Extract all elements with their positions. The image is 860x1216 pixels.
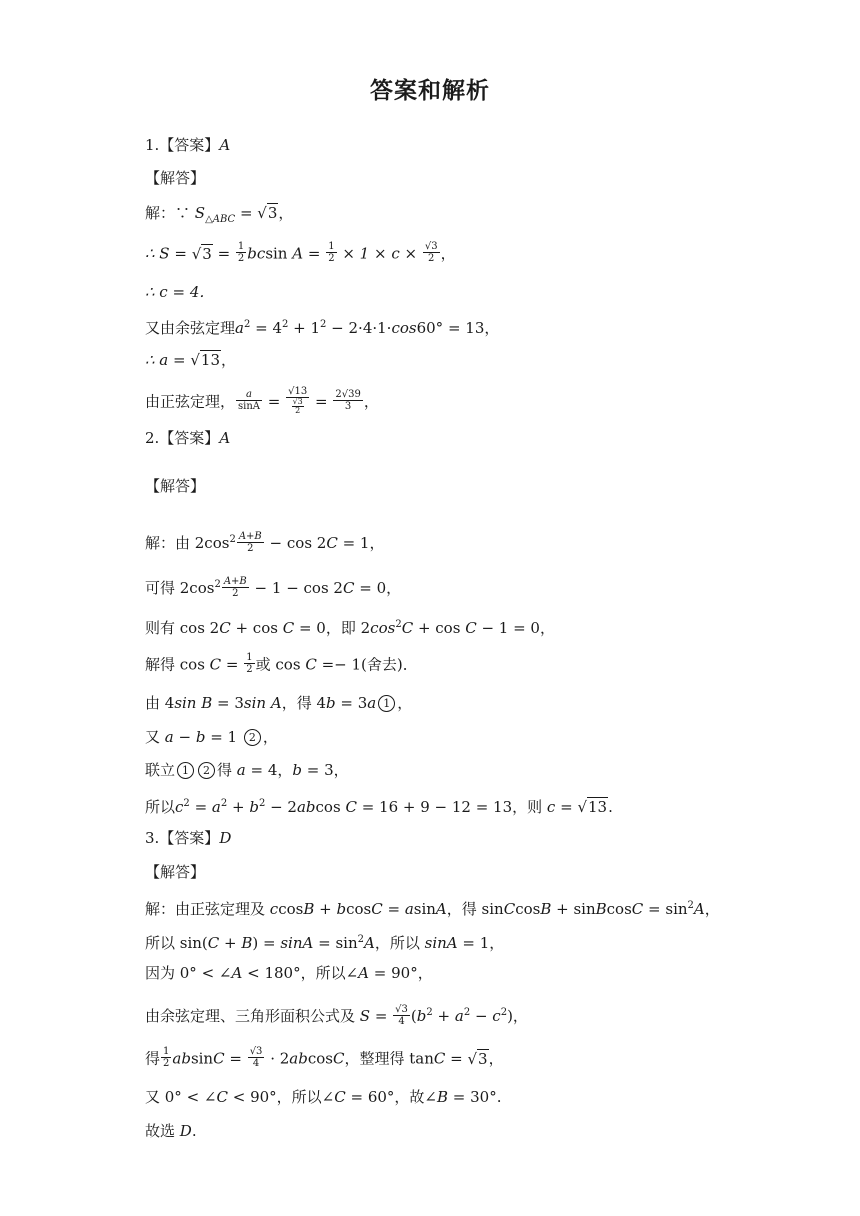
text: = 1，: [337, 534, 385, 552]
math: ∴ a =: [145, 351, 191, 369]
text: =: [382, 900, 405, 918]
q2-step-6: [145, 727, 278, 747]
math: sinA: [280, 934, 314, 952]
text: cos: [346, 900, 372, 918]
q2-solution-label: 【解答】: [145, 477, 206, 495]
math: C: [216, 1088, 228, 1106]
math: cos: [391, 319, 417, 337]
math: × 1 × c ×: [337, 244, 422, 263]
text: =: [221, 655, 244, 674]
denominator: sinA: [238, 401, 261, 412]
text: (: [410, 1007, 417, 1025]
text: ，所以: [374, 934, 425, 952]
fraction: [236, 241, 246, 264]
math: b: [249, 798, 259, 816]
math: S: [194, 204, 206, 222]
math: A: [435, 900, 447, 918]
math: B: [437, 1088, 449, 1106]
text: ，: [363, 392, 379, 411]
text: 60° = 13，: [416, 319, 500, 337]
circled-number: 2: [244, 729, 261, 746]
text: =: [310, 392, 333, 411]
fraction: [222, 576, 249, 599]
sub-numerator: √3: [292, 397, 303, 406]
math: c: [175, 798, 184, 816]
text: 所以 sin(: [145, 934, 208, 952]
text: ，得 4: [281, 694, 326, 712]
text: + cos: [413, 619, 466, 637]
sub-denominator: 2: [295, 406, 301, 415]
page-title: 答案和解析: [370, 78, 490, 104]
text: 或 cos: [255, 655, 306, 674]
superscript: 2: [282, 319, 289, 330]
q2-step-1: [145, 530, 384, 556]
q1-step-1: [145, 203, 293, 230]
math: C: [213, 1049, 225, 1068]
text: ，得 sin: [446, 900, 504, 918]
text: ，: [262, 728, 278, 746]
q3-step-6: [145, 1087, 502, 1107]
q2-answer-line: [145, 428, 230, 448]
text: +: [314, 900, 337, 918]
fraction: [393, 1004, 410, 1027]
math: D: [179, 1122, 192, 1140]
superscript: 2: [258, 798, 266, 809]
math: C: [631, 900, 644, 918]
answer-value: D: [219, 829, 232, 847]
sqrt: √3: [191, 244, 212, 263]
denominator: 2: [428, 253, 435, 264]
text: sin: [413, 900, 436, 918]
math: C: [334, 1088, 346, 1106]
text: = 90°，: [369, 964, 433, 982]
math: sin A: [243, 694, 282, 712]
text: = 60°，故∠: [345, 1088, 437, 1106]
q3-answer-line: [145, 828, 231, 848]
math: A: [364, 934, 375, 952]
fraction: [237, 531, 264, 554]
math: C: [219, 619, 231, 637]
math: sinA: [424, 934, 458, 952]
math: A: [693, 900, 705, 918]
math: C: [465, 619, 477, 637]
answer-value: A: [219, 429, 231, 447]
text: − 1 = 0，: [476, 619, 555, 637]
text: · 2: [265, 1049, 290, 1068]
text: =: [235, 204, 258, 222]
text: 由 4: [145, 694, 175, 712]
text: = 30°.: [448, 1088, 502, 1106]
math: C: [326, 534, 338, 552]
q1-step-4: [145, 315, 499, 338]
math: cos: [370, 619, 396, 637]
numerator: a: [236, 389, 262, 401]
math-sub: △ABC: [205, 214, 236, 225]
fraction: [244, 652, 254, 675]
text: cos: [307, 1049, 333, 1068]
text: =: [212, 244, 235, 263]
numerator: 1: [237, 241, 245, 252]
denominator: 4: [398, 1015, 405, 1027]
fraction: [286, 386, 309, 415]
text: = 0，: [354, 579, 402, 597]
answer-label: 2.【答案】: [145, 429, 220, 447]
q1-step-6: [145, 388, 379, 417]
fraction: [161, 1046, 171, 1069]
text: = 1: [205, 728, 242, 746]
numerator: √3: [249, 1046, 263, 1057]
math: bc: [247, 244, 266, 263]
math: C: [345, 798, 357, 816]
math: ∴ S =: [145, 244, 192, 263]
math: ab: [172, 1049, 191, 1068]
text: < 180°，所以∠: [242, 964, 359, 982]
text: .: [191, 1122, 197, 1140]
text: =: [370, 1007, 393, 1025]
numerator: A+B: [238, 530, 262, 542]
text: = sin: [643, 900, 688, 918]
fraction: [248, 1046, 265, 1069]
text: 由余弦定理、三角形面积公式及: [145, 1007, 360, 1025]
math: ∴ c = 4．: [145, 283, 215, 301]
text: − 2·4·1·: [326, 319, 392, 337]
q1-solution-label: 【解答】: [145, 169, 206, 187]
text: +: [227, 798, 250, 816]
text: ，: [488, 1049, 504, 1068]
denominator: [286, 398, 309, 415]
text: )，: [507, 1007, 528, 1025]
text: 可得 2cos: [145, 579, 215, 597]
text: cos: [606, 900, 632, 918]
text: =: [224, 1049, 247, 1068]
math: ab: [289, 1049, 308, 1068]
q2-step-5: [145, 693, 412, 713]
math: C: [503, 900, 516, 918]
text: 所以: [145, 798, 176, 816]
numerator: √3: [424, 241, 438, 252]
superscript: 2: [426, 1007, 433, 1018]
math: C: [209, 655, 222, 674]
text: 则有 cos 2: [145, 619, 220, 637]
q1-step-3: [145, 282, 214, 302]
math: b: [326, 694, 336, 712]
math: sin B: [174, 694, 213, 712]
math: ab: [296, 798, 316, 816]
radicand: 13: [588, 798, 608, 816]
math: B: [540, 900, 552, 918]
q3-step-5: [145, 1048, 504, 1071]
q3-step-1: [145, 896, 720, 919]
fraction: [236, 389, 262, 412]
sub-fraction: [292, 398, 304, 415]
radicand: 3: [478, 1049, 488, 1068]
math: b: [336, 900, 347, 918]
text: 解：∵: [145, 204, 195, 222]
text: 又由余弦定理: [145, 319, 236, 337]
math: c: [546, 798, 556, 816]
text: −: [470, 1007, 493, 1025]
text: ) =: [252, 934, 281, 952]
text: + cos: [230, 619, 283, 637]
math: b: [416, 1007, 427, 1025]
q3-solution-label: 【解答】: [145, 863, 206, 881]
q2-step-7: [145, 760, 349, 780]
sqrt: √3: [257, 204, 278, 222]
denominator: 2: [328, 253, 335, 264]
math: C + B: [207, 934, 253, 952]
text: 解：由 2cos: [145, 534, 230, 552]
math: C: [433, 1049, 446, 1068]
math: c: [269, 900, 279, 918]
q3-conclusion: [145, 1121, 197, 1141]
superscript: 2: [183, 798, 190, 809]
math: C: [332, 1049, 345, 1068]
text: − 1 − cos 2: [249, 579, 343, 597]
text: 因为 0° < ∠: [145, 964, 232, 982]
text: =: [445, 1049, 468, 1068]
circled-number: 1: [378, 695, 395, 712]
math: b: [292, 761, 303, 779]
numerator: 1: [328, 241, 335, 252]
superscript: 2: [463, 1007, 471, 1018]
q3-step-3: [145, 963, 433, 983]
text: + sin: [551, 900, 596, 918]
denominator: 3: [344, 401, 352, 412]
math: B: [303, 900, 315, 918]
denominator: 2: [163, 1058, 170, 1069]
math: C: [282, 619, 295, 637]
text: 解：由正弦定理及: [145, 900, 270, 918]
superscript: 2: [357, 934, 364, 945]
numerator: A+B: [223, 575, 247, 587]
numerator: √3: [395, 1003, 408, 1015]
q2-step-8: [145, 794, 613, 817]
math: C: [305, 655, 317, 674]
radicand: 3: [267, 204, 278, 222]
math: a: [236, 761, 246, 779]
superscript: 2: [243, 319, 251, 330]
denominator: 2: [237, 253, 245, 264]
radicand: 13: [200, 351, 221, 369]
text: − 2: [265, 798, 297, 816]
numerator: √13: [288, 386, 308, 397]
superscript: 2: [395, 619, 402, 630]
text: ，: [221, 351, 237, 369]
fraction: [333, 389, 362, 412]
text: = 4: [250, 319, 282, 337]
math: C: [371, 900, 383, 918]
math: a − b: [164, 728, 206, 746]
text: = sin: [313, 934, 358, 952]
numerator: 2√39: [335, 389, 361, 400]
math: C: [342, 579, 355, 597]
text: − cos 2: [264, 534, 327, 552]
q1-step-5: [145, 350, 236, 370]
text: cos: [515, 900, 541, 918]
text: = 4，: [245, 761, 293, 779]
text: sin: [265, 244, 293, 263]
text: 解得 cos: [145, 655, 210, 674]
denominator: 4: [252, 1058, 260, 1069]
circled-number: 1: [177, 762, 194, 779]
text: =: [189, 798, 212, 816]
sqrt: √13: [190, 351, 221, 369]
math: A: [231, 964, 243, 982]
sqrt: √13: [577, 798, 608, 816]
text: 故选: [145, 1122, 180, 1140]
math: a: [367, 694, 377, 712]
text: =: [263, 392, 286, 411]
denominator: 2: [246, 664, 253, 675]
answer-label: 1.【答案】: [145, 136, 220, 154]
text: 得: [217, 761, 237, 779]
math: A =: [292, 244, 326, 263]
text: < 90°，所以∠: [227, 1088, 335, 1106]
text: =: [555, 798, 578, 816]
superscript: 2: [320, 319, 327, 330]
q3-step-4: [145, 1003, 528, 1029]
superscript: 2: [214, 579, 221, 590]
numerator: 1: [246, 652, 253, 663]
text: 得: [145, 1049, 161, 1068]
denominator: 2: [232, 587, 239, 599]
text: = 3，: [302, 761, 349, 779]
q2-step-4: [145, 654, 418, 677]
math: A: [358, 964, 369, 982]
text: cos: [278, 900, 304, 918]
numerator: 1: [163, 1046, 170, 1057]
circled-number: 2: [198, 762, 215, 779]
q1-answer-line: [145, 135, 230, 155]
superscript: 2: [687, 900, 694, 911]
text: 又: [145, 728, 165, 746]
text: .: [608, 798, 613, 816]
fraction: [423, 241, 440, 264]
sqrt: √3: [467, 1049, 488, 1068]
text: 联立: [145, 761, 176, 779]
text: cos: [315, 798, 346, 816]
q3-step-2: [145, 930, 504, 953]
radicand: 3: [202, 244, 212, 263]
math: C: [401, 619, 414, 637]
text: sin: [190, 1049, 214, 1068]
math: c: [492, 1007, 501, 1025]
text: 又 0° < ∠: [145, 1088, 217, 1106]
text: = 3: [335, 694, 368, 712]
superscript: 2: [229, 534, 236, 545]
text: + 1: [288, 319, 321, 337]
text: +: [432, 1007, 455, 1025]
text: 由正弦定理，: [145, 392, 236, 411]
q2-step-3: [145, 615, 555, 638]
denominator: 2: [247, 542, 254, 554]
answer-value: A: [219, 136, 231, 154]
text: ，: [704, 900, 720, 918]
text: = 1，: [457, 934, 505, 952]
superscript: 2: [500, 1007, 508, 1018]
math: B: [595, 900, 607, 918]
text: = 3: [212, 694, 244, 712]
math: a: [404, 900, 414, 918]
fraction: [326, 241, 336, 264]
math: a: [211, 798, 221, 816]
q1-step-2: [145, 243, 456, 266]
q2-step-2: [145, 575, 401, 601]
text: ，: [440, 244, 456, 263]
text: ，整理得 tan: [344, 1049, 434, 1068]
superscript: 2: [220, 798, 228, 809]
answer-label: 3.【答案】: [145, 829, 220, 847]
math: a: [235, 319, 244, 337]
math: S: [359, 1007, 371, 1025]
text: = 0，即 2: [294, 619, 371, 637]
text: =− 1(舍去)．: [316, 655, 418, 674]
text: ，: [397, 694, 413, 712]
text: = 16 + 9 − 12 = 13，则: [356, 798, 547, 816]
math: a: [454, 1007, 464, 1025]
text: ，: [278, 204, 294, 222]
